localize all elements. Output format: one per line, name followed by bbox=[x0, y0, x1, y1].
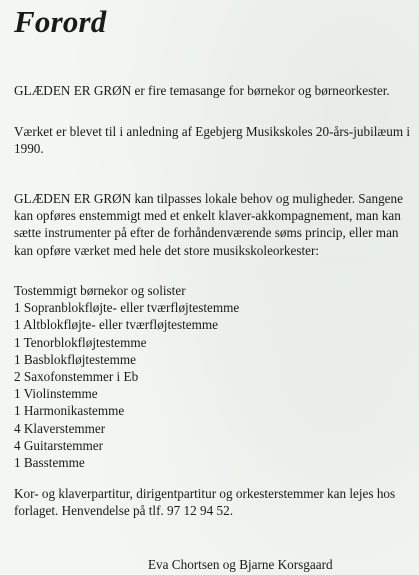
list-item: 1 Harmonikastemme bbox=[14, 403, 125, 419]
list-item: 1 Basblokfløjtestemme bbox=[14, 351, 136, 367]
list-item: 1 Altblokfløjte- eller tværfløjtestemme bbox=[14, 317, 218, 333]
occasion-paragraph: Værket er blevet til i anledning af Egebjerg Musikskoles 20-års-jubilæum i 1990. bbox=[14, 124, 411, 157]
instrument-list bbox=[14, 282, 239, 471]
list-item: 1 Violinstemme bbox=[14, 386, 98, 402]
list-item: 1 Basstemme bbox=[14, 455, 85, 471]
intro-paragraph: GLÆDEN ER GRØN er fire temasange for børnekor og børneorkester. bbox=[14, 83, 390, 98]
arrangement-paragraph: GLÆDEN ER GRØN kan tilpasses lokale behov og muligheder. Sangene kan opføres enstemmigt med et enkelt klaver-akkompagnement, man kan sætte instrumenter på efter de forhåndenværende søms princip, eller man kan opføre værket med hele det store musikskoleorkester: bbox=[14, 191, 403, 258]
page-title: Forord bbox=[14, 4, 107, 39]
list-item: 1 Tenorblokfløjtestemme bbox=[14, 334, 147, 350]
signature: Eva Chortsen og Bjarne Korsgaard bbox=[148, 557, 333, 572]
rental-paragraph: Kor- og klaverpartitur, dirigentpartitur og orkesterstemmer kan lejes hos forlaget. Henvendelse på tlf. 97 12 94 52. bbox=[14, 486, 396, 519]
list-item: 2 Saxofonstemmer i Eb bbox=[14, 369, 139, 385]
list-item: 4 Guitarstemmer bbox=[14, 437, 103, 453]
list-item: 4 Klaverstemmer bbox=[14, 420, 106, 436]
list-item: Tostemmigt børnekor og solister bbox=[14, 283, 186, 298]
list-item: 1 Sopranblokfløjte- eller tværfløjtestemme bbox=[14, 300, 240, 316]
